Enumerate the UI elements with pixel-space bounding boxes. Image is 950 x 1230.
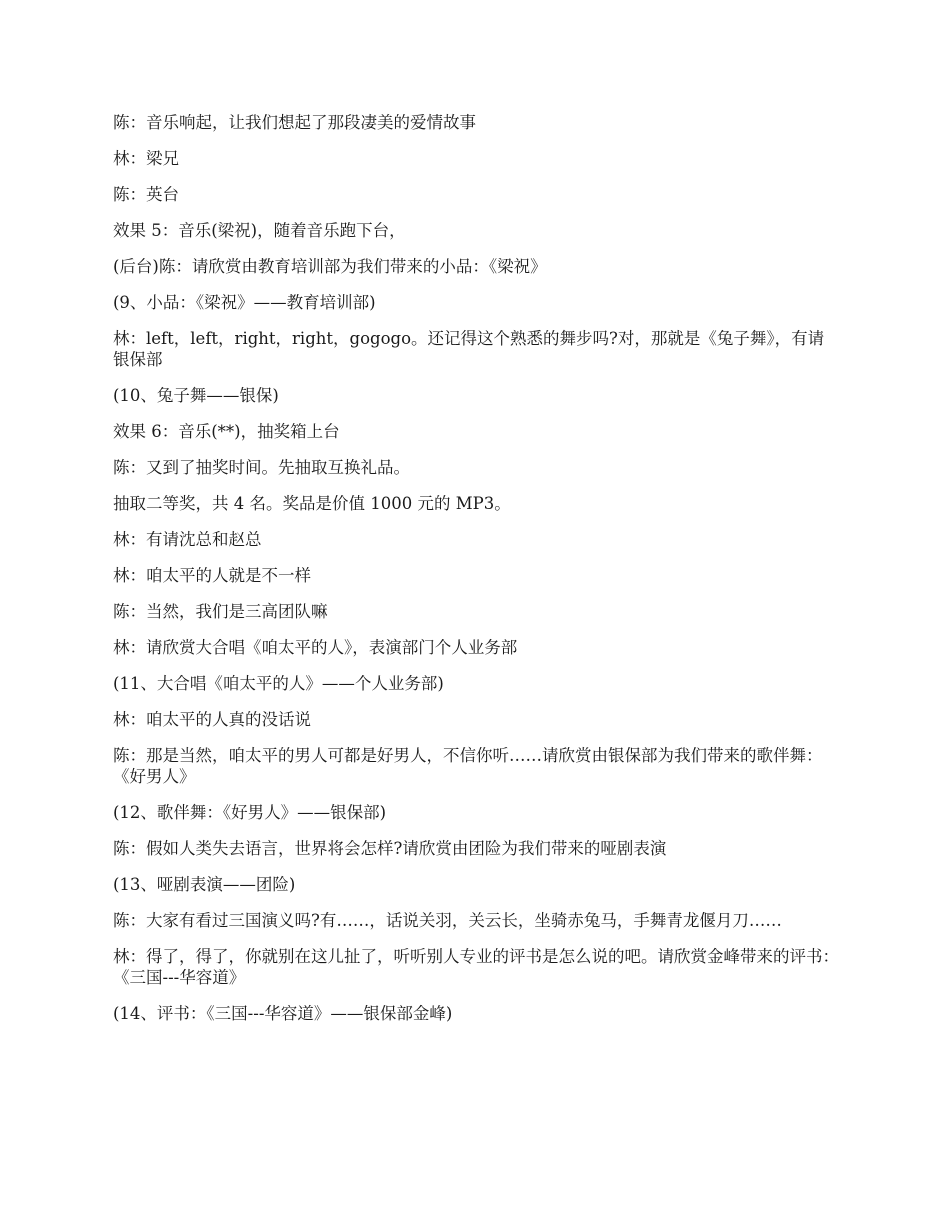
paragraph-1: 陈：音乐响起，让我们想起了那段凄美的爱情故事 — [113, 113, 476, 132]
paragraph-5: (后台)陈：请欣赏由教育培训部为我们带来的小品：《梁祝》 — [113, 257, 547, 276]
paragraph-9: 效果 6：音乐(**)，抽奖箱上台 — [113, 422, 340, 441]
paragraph-17: 林：咱太平的人真的没话说 — [113, 710, 311, 729]
paragraph-3: 陈：英台 — [113, 185, 179, 204]
paragraph-18: 陈：那是当然，咱太平的男人可都是好男人，不信你听……请欣赏由银保部为我们带来的歌伴舞：《好男人》 — [113, 746, 823, 786]
paragraph-4: 效果 5：音乐(梁祝)，随着音乐跑下台， — [113, 221, 406, 240]
paragraph-16: (11、大合唱《咱太平的人》——个人业务部) — [113, 674, 444, 693]
paragraph-14: 陈：当然，我们是三高团队嘛 — [113, 602, 328, 621]
paragraph-21: (13、哑剧表演——团险) — [113, 875, 296, 894]
paragraph-2: 林：梁兄 — [113, 149, 179, 168]
paragraph-23: 林：得了，得了，你就别在这儿扯了，听听别人专业的评书是怎么说的吧。请欣赏金峰带来的评书：《三国---华容道》 — [113, 947, 839, 987]
paragraph-7: 林：left，left，right，right，gogogo。还记得这个熟悉的舞步吗?对，那就是《兔子舞》，有请银保部 — [113, 329, 825, 369]
paragraph-6: (9、小品：《梁祝》——教育培训部) — [113, 293, 376, 312]
paragraph-10: 陈：又到了抽奖时间。先抽取互换礼品。 — [113, 458, 410, 477]
paragraph-8: (10、兔子舞——银保) — [113, 386, 279, 405]
paragraph-19: (12、歌伴舞：《好男人》——银保部) — [113, 803, 387, 822]
paragraph-11: 抽取二等奖，共 4 名。奖品是价值 1000 元的 MP3。 — [113, 494, 511, 513]
paragraph-24: (14、评书：《三国---华容道》——银保部金峰) — [113, 1004, 453, 1023]
paragraph-20: 陈：假如人类失去语言，世界将会怎样?请欣赏由团险为我们带来的哑剧表演 — [113, 839, 667, 858]
paragraph-15: 林：请欣赏大合唱《咱太平的人》，表演部门个人业务部 — [113, 638, 518, 657]
paragraph-13: 林：咱太平的人就是不一样 — [113, 566, 311, 585]
paragraph-22: 陈：大家有看过三国演义吗?有……，话说关羽，关云长，坐骑赤兔马，手舞青龙偃月刀…… — [113, 911, 782, 930]
paragraph-12: 林：有请沈总和赵总 — [113, 530, 262, 549]
